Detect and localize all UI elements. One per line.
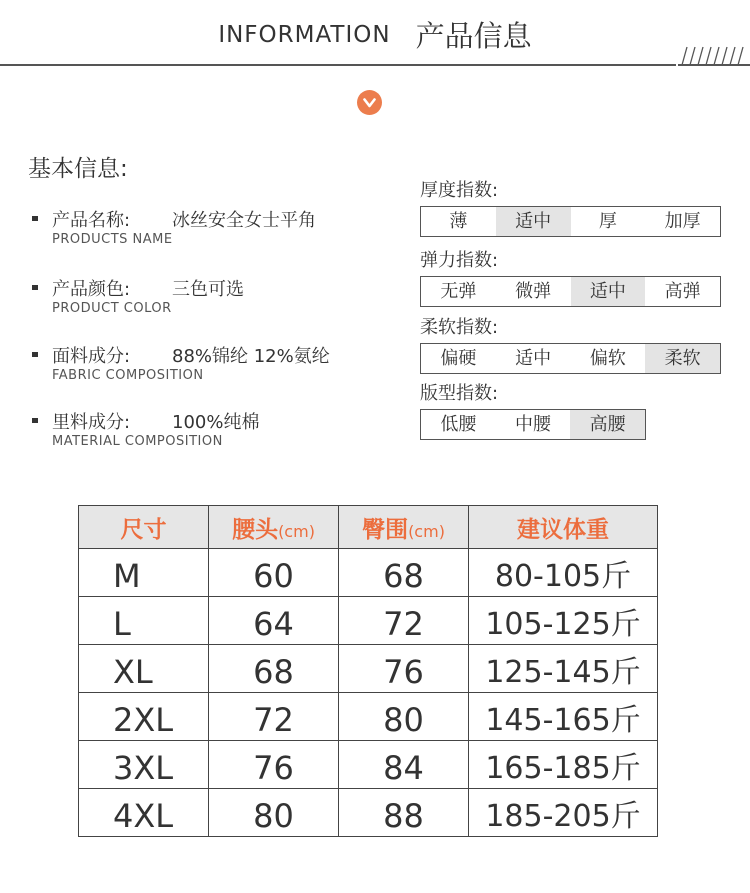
index-fit	[420, 379, 626, 435]
table-row	[79, 549, 658, 597]
table-cell-size: XL	[79, 645, 209, 693]
header-divider	[0, 64, 676, 66]
table-cell-hip: 84	[339, 741, 469, 789]
index-option: 偏硬	[440, 348, 477, 369]
table-cell-size: 4XL	[79, 789, 209, 837]
info-key: 面料成分:	[52, 346, 131, 367]
header-title	[0, 14, 750, 55]
table-cell-hip: 68	[339, 549, 469, 597]
info-key: 产品颜色:	[52, 279, 131, 300]
table-cell-size: L	[79, 597, 209, 645]
basic-info-title: 基本信息:	[28, 156, 128, 182]
header-stripes-decoration	[678, 46, 750, 66]
table-cell-weight: 165-185斤	[469, 741, 658, 789]
info-value: 冰丝安全女士平角	[172, 210, 316, 231]
info-value: 88%锦纶 12%氨纶	[172, 346, 330, 367]
index-title: 弹力指数:	[420, 250, 499, 271]
index-option: 加厚	[664, 211, 701, 232]
index-option: 厚	[598, 211, 617, 232]
table-cell-weight: 145-165斤	[469, 693, 658, 741]
index-option: 薄	[449, 211, 468, 232]
table-cell-hip: 80	[339, 693, 469, 741]
index-option-active: 柔软	[645, 344, 720, 373]
index-option: 无弹	[440, 281, 477, 302]
index-scale	[420, 343, 721, 374]
index-scale	[420, 276, 721, 307]
table-cell-waist: 60	[209, 549, 339, 597]
index-softness	[420, 313, 701, 369]
table-cell-waist: 68	[209, 645, 339, 693]
info-value: 三色可选	[172, 279, 244, 300]
index-option-active: 适中	[571, 277, 646, 306]
size-table	[78, 505, 658, 837]
header-title-en: INFORMATION	[218, 21, 391, 48]
info-key-en: PRODUCT COLOR	[52, 301, 172, 316]
index-scale	[420, 409, 646, 440]
table-cell-waist: 64	[209, 597, 339, 645]
info-key: 产品名称:	[52, 210, 131, 231]
table-cell-size: 3XL	[79, 741, 209, 789]
chevron-down-icon	[357, 90, 382, 115]
table-row	[79, 645, 658, 693]
table-cell-hip: 88	[339, 789, 469, 837]
table-cell-waist: 72	[209, 693, 339, 741]
info-value: 100%纯棉	[172, 412, 260, 433]
index-option: 微弹	[515, 281, 552, 302]
table-cell-waist: 76	[209, 741, 339, 789]
info-key-en: PRODUCTS NAME	[52, 232, 173, 247]
table-header-waist: 腰头(cm)	[209, 506, 339, 549]
index-option-active: 高腰	[570, 410, 645, 439]
table-row	[79, 693, 658, 741]
square-bullet-icon	[32, 285, 38, 290]
table-cell-size: M	[79, 549, 209, 597]
table-cell-hip: 76	[339, 645, 469, 693]
table-cell-weight: 80-105斤	[469, 549, 658, 597]
table-row	[79, 741, 658, 789]
index-elasticity	[420, 246, 701, 302]
square-bullet-icon	[32, 418, 38, 423]
table-cell-weight: 185-205斤	[469, 789, 658, 837]
table-cell-hip: 72	[339, 597, 469, 645]
table-header-weight: 建议体重	[469, 506, 658, 549]
index-title: 厚度指数:	[420, 180, 499, 201]
index-thickness	[420, 176, 701, 232]
header-title-cn: 产品信息	[415, 19, 532, 53]
square-bullet-icon	[32, 216, 38, 221]
index-option: 中腰	[515, 414, 551, 435]
index-option: 低腰	[440, 414, 477, 435]
info-key-en: FABRIC COMPOSITION	[52, 368, 204, 383]
square-bullet-icon	[32, 352, 38, 357]
index-title: 柔软指数:	[420, 317, 499, 338]
table-cell-weight: 105-125斤	[469, 597, 658, 645]
index-option: 适中	[515, 348, 552, 369]
index-title: 版型指数:	[420, 383, 499, 404]
info-key: 里料成分:	[52, 412, 131, 433]
table-row	[79, 597, 658, 645]
index-scale	[420, 206, 721, 237]
index-option-active: 适中	[496, 207, 571, 236]
table-row	[79, 789, 658, 837]
table-header-row	[79, 506, 658, 549]
table-cell-waist: 80	[209, 789, 339, 837]
table-cell-weight: 125-145斤	[469, 645, 658, 693]
index-option: 高弹	[664, 281, 701, 302]
info-key-en: MATERIAL COMPOSITION	[52, 434, 223, 449]
table-header-size: 尺寸	[79, 506, 209, 549]
table-cell-size: 2XL	[79, 693, 209, 741]
index-option: 偏软	[589, 348, 626, 369]
table-header-hip: 臀围(cm)	[339, 506, 469, 549]
